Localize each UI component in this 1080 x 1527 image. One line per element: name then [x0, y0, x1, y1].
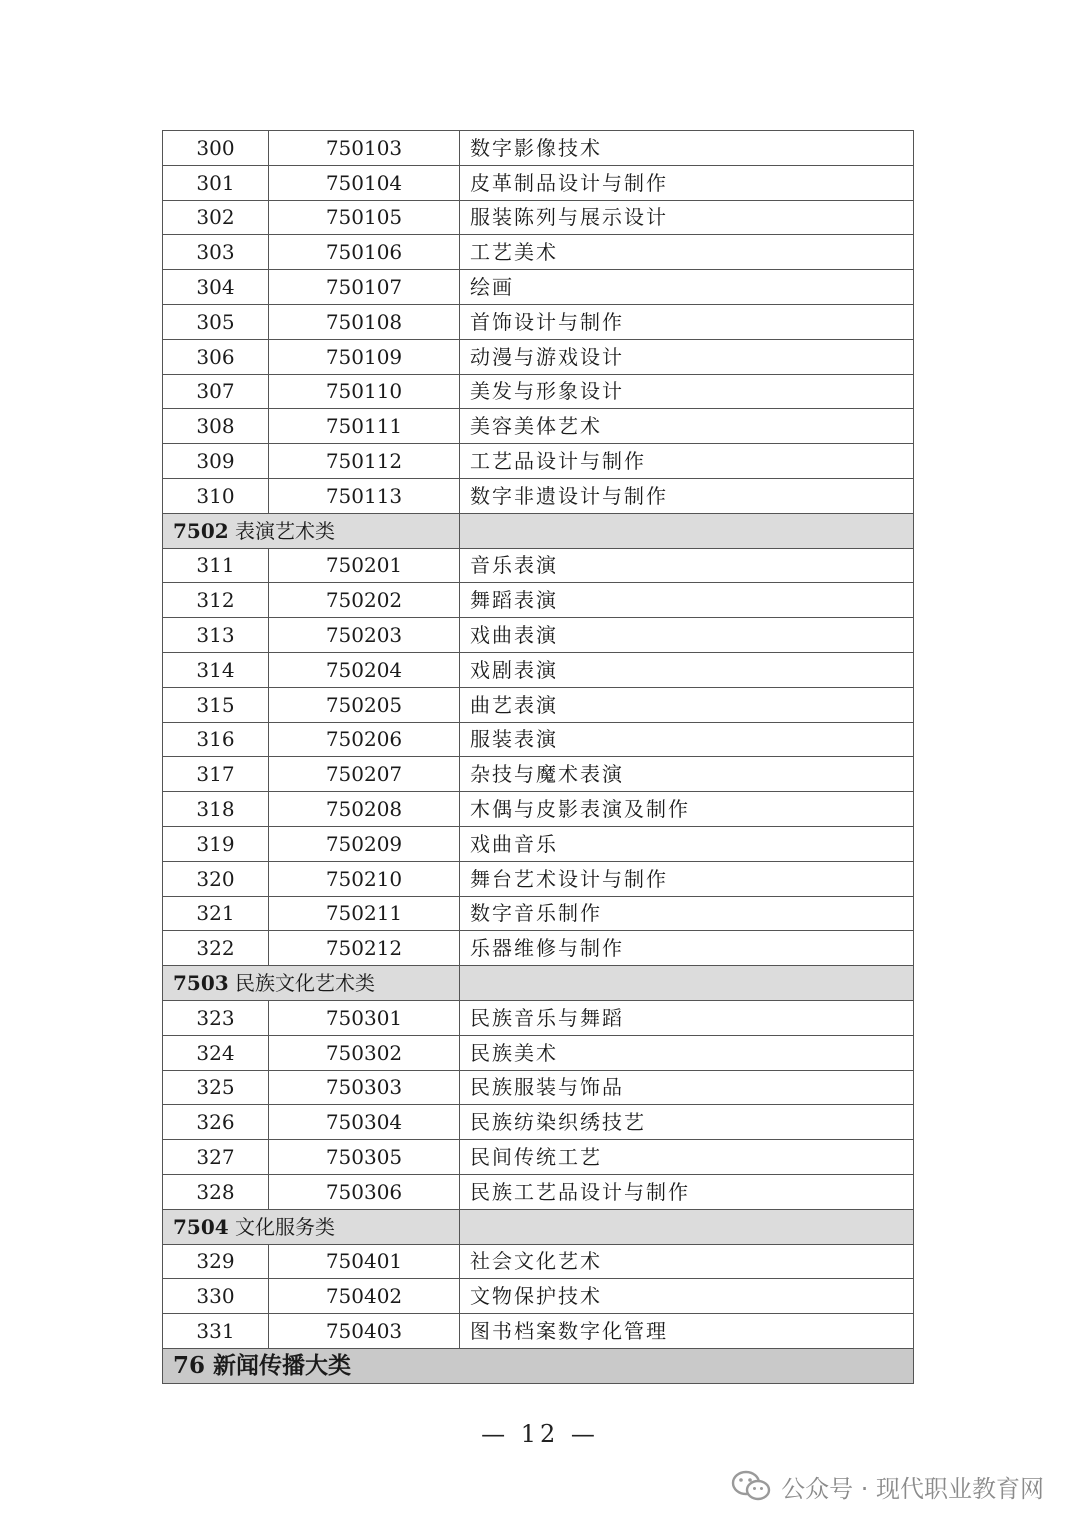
seq-cell: 308 — [163, 409, 269, 444]
seq-cell: 303 — [163, 235, 269, 270]
seq-cell: 328 — [163, 1174, 269, 1209]
seq-cell: 331 — [163, 1314, 269, 1349]
code-cell: 750108 — [269, 304, 460, 339]
seq-cell: 306 — [163, 339, 269, 374]
code-cell: 750107 — [269, 270, 460, 305]
seq-cell: 310 — [163, 478, 269, 513]
seq-cell: 320 — [163, 861, 269, 896]
code-cell: 750105 — [269, 200, 460, 235]
code-cell: 750202 — [269, 583, 460, 618]
major-category-row — [163, 1348, 914, 1383]
category-code: 76 — [173, 1352, 206, 1380]
seq-cell: 301 — [163, 165, 269, 200]
table-row — [163, 896, 914, 931]
name-cell: 工艺品设计与制作 — [460, 444, 914, 479]
table-row — [163, 792, 914, 827]
seq-cell: 300 — [163, 131, 269, 166]
category-label-cell — [163, 966, 460, 1001]
name-cell: 数字音乐制作 — [460, 896, 914, 931]
code-cell: 750104 — [269, 165, 460, 200]
seq-cell: 307 — [163, 374, 269, 409]
table-row — [163, 339, 914, 374]
seq-cell: 330 — [163, 1279, 269, 1314]
code-cell: 750209 — [269, 826, 460, 861]
seq-cell: 317 — [163, 757, 269, 792]
table-row — [163, 1070, 914, 1105]
code-cell: 750303 — [269, 1070, 460, 1105]
table-row — [163, 374, 914, 409]
name-cell: 民族音乐与舞蹈 — [460, 1000, 914, 1035]
seq-cell: 313 — [163, 618, 269, 653]
table-row — [163, 1314, 914, 1349]
seq-cell: 309 — [163, 444, 269, 479]
code-cell: 750112 — [269, 444, 460, 479]
category-empty-cell — [460, 1209, 914, 1244]
category-name: 民族文化艺术类 — [235, 971, 376, 996]
category-label-cell — [163, 1209, 460, 1244]
category-row — [163, 1209, 914, 1244]
table-row — [163, 618, 914, 653]
name-cell: 民族工艺品设计与制作 — [460, 1174, 914, 1209]
table-row — [163, 165, 914, 200]
name-cell: 戏剧表演 — [460, 652, 914, 687]
name-cell: 服装表演 — [460, 722, 914, 757]
seq-cell: 322 — [163, 931, 269, 966]
code-cell: 750203 — [269, 618, 460, 653]
code-cell: 750113 — [269, 478, 460, 513]
seq-cell: 316 — [163, 722, 269, 757]
category-name: 文化服务类 — [235, 1214, 336, 1239]
table-row — [163, 1244, 914, 1279]
table-row — [163, 687, 914, 722]
code-cell: 750403 — [269, 1314, 460, 1349]
name-cell: 民族纺染织绣技艺 — [460, 1105, 914, 1140]
category-empty-cell — [460, 966, 914, 1001]
name-cell: 数字影像技术 — [460, 131, 914, 166]
category-row — [163, 513, 914, 548]
code-cell: 750110 — [269, 374, 460, 409]
seq-cell: 305 — [163, 304, 269, 339]
table-row — [163, 826, 914, 861]
name-cell: 民间传统工艺 — [460, 1140, 914, 1175]
seq-cell: 314 — [163, 652, 269, 687]
seq-cell: 326 — [163, 1105, 269, 1140]
category-name: 表演艺术类 — [235, 518, 336, 543]
code-cell: 750207 — [269, 757, 460, 792]
watermark — [731, 1464, 1044, 1508]
name-cell: 民族美术 — [460, 1035, 914, 1070]
code-cell: 750402 — [269, 1279, 460, 1314]
name-cell: 社会文化艺术 — [460, 1244, 914, 1279]
category-code: 7502 — [173, 518, 229, 543]
name-cell: 动漫与游戏设计 — [460, 339, 914, 374]
name-cell: 戏曲表演 — [460, 618, 914, 653]
name-cell: 绘画 — [460, 270, 914, 305]
name-cell: 乐器维修与制作 — [460, 931, 914, 966]
table-row — [163, 722, 914, 757]
code-cell: 750111 — [269, 409, 460, 444]
name-cell: 数字非遗设计与制作 — [460, 478, 914, 513]
name-cell: 杂技与魔术表演 — [460, 757, 914, 792]
code-cell: 750401 — [269, 1244, 460, 1279]
name-cell: 舞台艺术设计与制作 — [460, 861, 914, 896]
category-label-cell — [163, 1348, 914, 1383]
table-row — [163, 931, 914, 966]
name-cell: 图书档案数字化管理 — [460, 1314, 914, 1349]
table-row — [163, 235, 914, 270]
code-cell: 750305 — [269, 1140, 460, 1175]
seq-cell: 325 — [163, 1070, 269, 1105]
name-cell: 工艺美术 — [460, 235, 914, 270]
seq-cell: 304 — [163, 270, 269, 305]
code-cell: 750304 — [269, 1105, 460, 1140]
category-row — [163, 966, 914, 1001]
table-row — [163, 1105, 914, 1140]
table-row — [163, 200, 914, 235]
seq-cell: 318 — [163, 792, 269, 827]
code-cell: 750208 — [269, 792, 460, 827]
table-row — [163, 1035, 914, 1070]
seq-cell: 324 — [163, 1035, 269, 1070]
table-row — [163, 548, 914, 583]
code-cell: 750109 — [269, 339, 460, 374]
category-empty-cell — [460, 513, 914, 548]
seq-cell: 321 — [163, 896, 269, 931]
table-row — [163, 1174, 914, 1209]
seq-cell: 315 — [163, 687, 269, 722]
seq-cell: 329 — [163, 1244, 269, 1279]
name-cell: 美容美体艺术 — [460, 409, 914, 444]
seq-cell: 319 — [163, 826, 269, 861]
name-cell: 音乐表演 — [460, 548, 914, 583]
table-row — [163, 409, 914, 444]
page-number: — 12 — — [481, 1420, 599, 1448]
code-cell: 750206 — [269, 722, 460, 757]
table-row — [163, 652, 914, 687]
name-cell: 木偶与皮影表演及制作 — [460, 792, 914, 827]
code-cell: 750211 — [269, 896, 460, 931]
seq-cell: 311 — [163, 548, 269, 583]
name-cell: 美发与形象设计 — [460, 374, 914, 409]
code-cell: 750301 — [269, 1000, 460, 1035]
code-cell: 750306 — [269, 1174, 460, 1209]
name-cell: 首饰设计与制作 — [460, 304, 914, 339]
seq-cell: 323 — [163, 1000, 269, 1035]
code-cell: 750204 — [269, 652, 460, 687]
name-cell: 戏曲音乐 — [460, 826, 914, 861]
category-code: 7503 — [173, 971, 229, 996]
table-row — [163, 1140, 914, 1175]
code-cell: 750103 — [269, 131, 460, 166]
category-code: 7504 — [173, 1214, 229, 1239]
table-row — [163, 1000, 914, 1035]
seq-cell: 302 — [163, 200, 269, 235]
table-row — [163, 444, 914, 479]
table-row — [163, 304, 914, 339]
table-row — [163, 757, 914, 792]
name-cell: 舞蹈表演 — [460, 583, 914, 618]
table-row — [163, 270, 914, 305]
name-cell: 曲艺表演 — [460, 687, 914, 722]
name-cell: 文物保护技术 — [460, 1279, 914, 1314]
table-row — [163, 861, 914, 896]
table-row — [163, 1279, 914, 1314]
seq-cell: 327 — [163, 1140, 269, 1175]
name-cell: 服装陈列与展示设计 — [460, 200, 914, 235]
table-row — [163, 583, 914, 618]
code-cell: 750212 — [269, 931, 460, 966]
code-cell: 750205 — [269, 687, 460, 722]
seq-cell: 312 — [163, 583, 269, 618]
code-cell: 750201 — [269, 548, 460, 583]
code-cell: 750106 — [269, 235, 460, 270]
code-cell: 750210 — [269, 861, 460, 896]
name-cell: 皮革制品设计与制作 — [460, 165, 914, 200]
major-catalog-table — [162, 130, 914, 1384]
category-label-cell — [163, 513, 460, 548]
code-cell: 750302 — [269, 1035, 460, 1070]
table-row — [163, 131, 914, 166]
table-body — [163, 131, 914, 1384]
wechat-icon — [731, 1469, 771, 1503]
watermark-text: 公众号 · 现代职业教育网 — [781, 1474, 1044, 1503]
table-row — [163, 478, 914, 513]
name-cell: 民族服装与饰品 — [460, 1070, 914, 1105]
category-name: 新闻传播大类 — [213, 1352, 352, 1380]
